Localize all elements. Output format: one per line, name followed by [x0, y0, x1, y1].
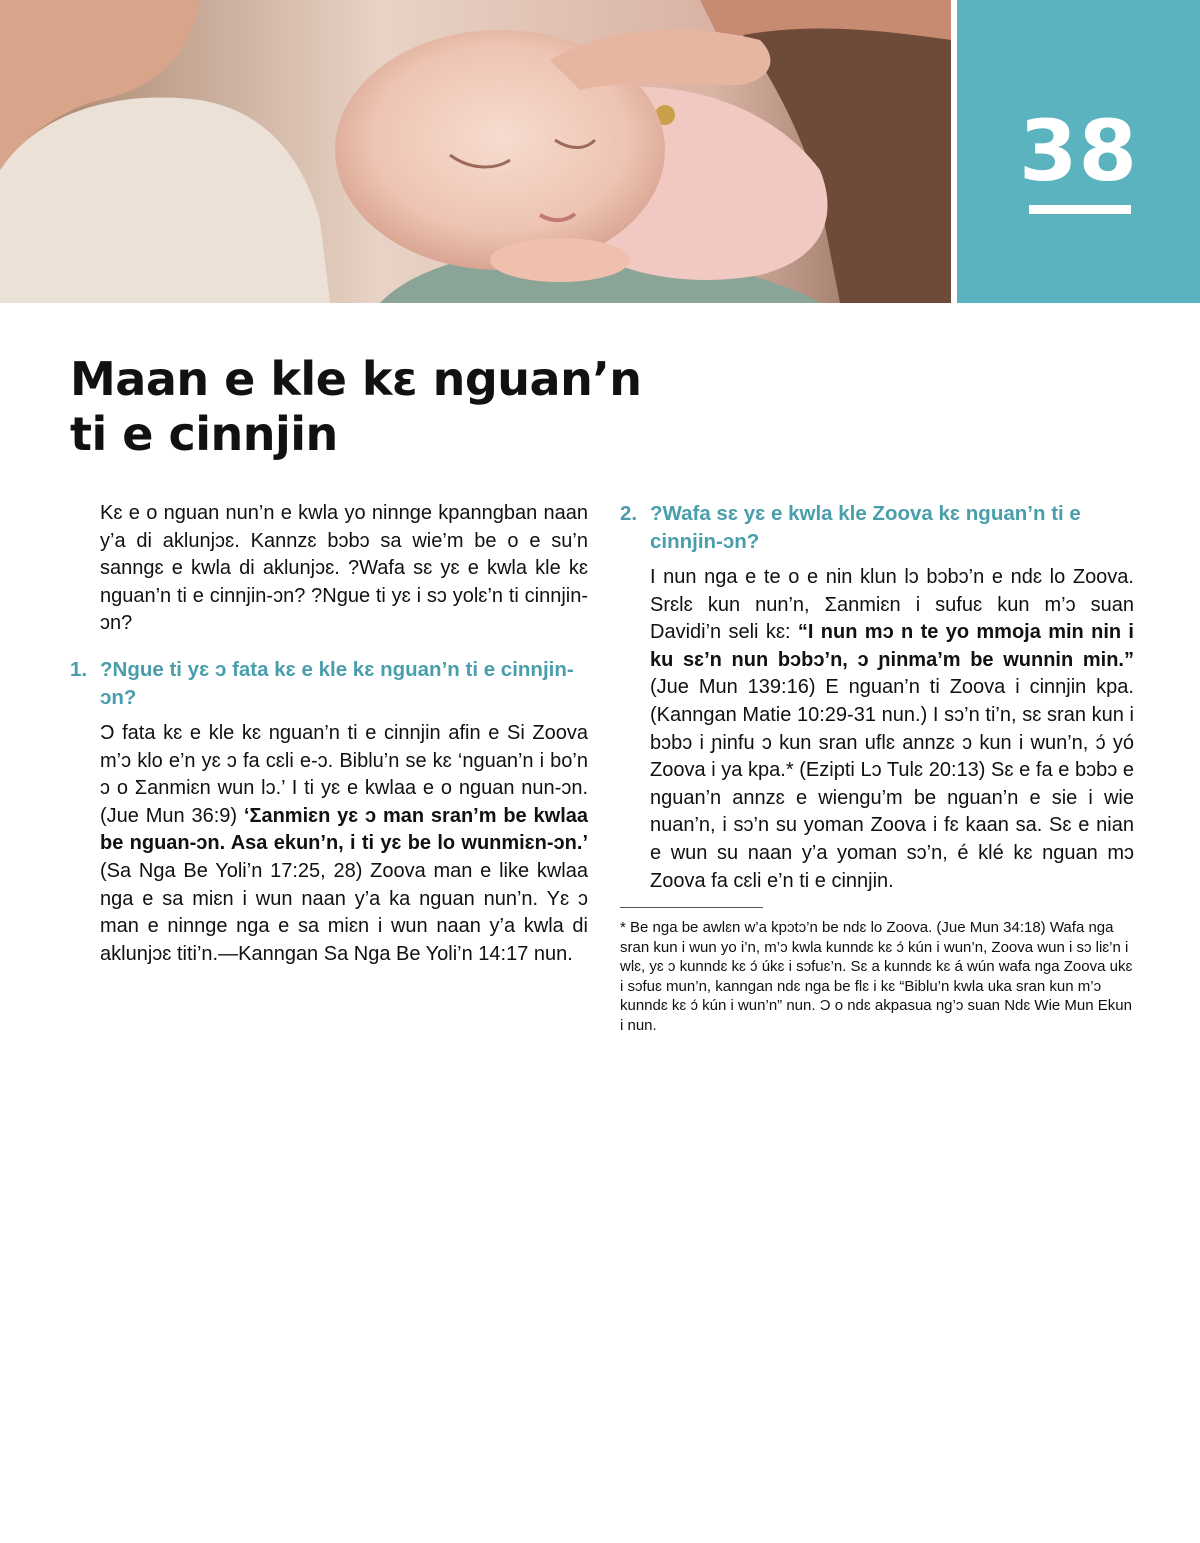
answer-2-quote: “I nun mɔ n te yo mmoja min nin i ku sɛ’n nun bɔbɔ’n, ɔ ɲinma’m be wunnin min.”: [650, 621, 1134, 671]
lesson-number-panel: [957, 0, 1200, 303]
question-2-number: 2.: [620, 502, 638, 525]
question-2-heading: [620, 500, 1134, 556]
answer-1-quote: ‘Ʃanmiɛn yɛ ɔ man sran’m be kwlaa be nguan-ɔn. Asa ekun’n, i ti yɛ be lo wunmiɛn-ɔn.’: [100, 804, 588, 855]
question-1-text: ?Ngue ti yɛ ɔ fata kɛ e kle kɛ nguan’n ti e cinnjin-ɔn?: [100, 657, 574, 709]
question-2-answer: [620, 564, 1134, 895]
answer-2-text-b: (Jue Mun 139:16) E nguan’n ti Zoova i cinnjin kpa. (Kanngan Matie 10:29-31 nun.) I sɔ’n ti’n, sɛ sran kun i bɔbɔ i ɲinfu ɔ kun sran uflɛ annzɛ ɔ kun i wun’n, ɔ́ yó Zoova i ya kpa.* (Ezipti Lɔ Tulɛ 20:13) Sɛ e fa e bɔbɔ e nguan’n annzɛ e wiengu’m be nguan’n e sie i wie nuan’n, i sɔ’n su yoman Zoova i fɛ kaan sa. Sɛ e nian e wun su naan y’a yoman sɔ’n, é klé kɛ nguan mɔ Zoova fa cɛli e’n ti e cinnjin.: [650, 676, 1134, 892]
question-2-text: ?Wafa sɛ yɛ e kwla kle Zoova kɛ nguan’n ti e cinnjin-ɔn?: [650, 502, 1081, 553]
lesson-number: 38: [1019, 102, 1138, 200]
footnote: * Be nga be awlɛn w’a kpɔtɔ’n be ndɛ lo Zoova. (Jue Mun 34:18) Wafa nga sran kun i wun yo i’n, m’ɔ kwla kunndɛ kɛ ɔ́ kún i wun’n, Zoova wun i sɔ liɛ’n i wlɛ, yɛ ɔ kunndɛ kɛ ɔ́ úkɛ i sɔfuɛ’n. Sɛ a kunndɛ kɛ á wún wafa nga Zoova ukɛ i sɔfuɛ mun’n, kanngan ndɛ nga be flɛ i kɛ “Biblu’n kwla uka sran kun m’ɔ kunndɛ kɛ ɔ́ kún i wun’n” nun. Ɔ o ndɛ akpasua ng’ɔ suan Ndɛ Wie Mun Ekun i nun.: [620, 919, 1133, 1034]
page-title: Maan e kle kɛ nguan’n ti e cinnjin: [70, 352, 642, 461]
question-1-answer: [70, 720, 588, 968]
left-column: [70, 500, 588, 968]
answer-1-text-b: (Sa Nga Be Yoli’n 17:25, 28) Zoova man e like kwlaa nga e sa miɛn i wun naan y’a ka nguan nun’n. Yɛ ɔ man e ninnge nga e sa miɛn i wun naan y’a kwla di aklunjɔɛ titi’n.—Kanngan Sa Nga Be Yoli’n 14:17 nun.: [100, 859, 588, 965]
intro-paragraph: Kɛ e o nguan nun’n e kwla yo ninnge kpanngban naan y’a di aklunjɔɛ. Kannzɛ bɔbɔ sa wie’m be o e su’n sanngɛ e kwla di aklunjɔɛ. ?Wafa sɛ yɛ e kwla kle kɛ nguan’n ti e cinnjin-ɔn? ?Ngue ti yɛ i sɔ yolɛ’n ti cinnjin-ɔn?: [100, 502, 588, 635]
answer-1-text-a: Ɔ fata kɛ e kle kɛ nguan’n ti e cinnjin afin e Si Zoova m’ɔ klo e’n yɛ ɔ fa cɛli e-ɔ. Biblu’n se kɛ ‘nguan’n i bo’n ɔ o Ʃanmiɛn wun lɔ.’ I ti yɛ e kwlaa e o nguan nun-ɔn. (Jue Mun 36:9): [100, 721, 588, 827]
hero-photo: [0, 0, 951, 303]
right-column: [620, 500, 1134, 1035]
lesson-number-underline: [1029, 205, 1131, 214]
footnote-divider: [620, 907, 763, 908]
answer-2-text-a: I nun nga e te o e nin klun lɔ bɔbɔ’n e ndɛ lo Zoova. Srɛlɛ kun nun’n, Ʃanmiɛn i sufuɛ kun m’ɔ suan Davidi’n seli kɛ:: [650, 566, 1134, 644]
question-1-heading: [70, 656, 588, 712]
sleeping-baby-illustration: [0, 0, 951, 303]
question-1-number: 1.: [70, 657, 88, 681]
